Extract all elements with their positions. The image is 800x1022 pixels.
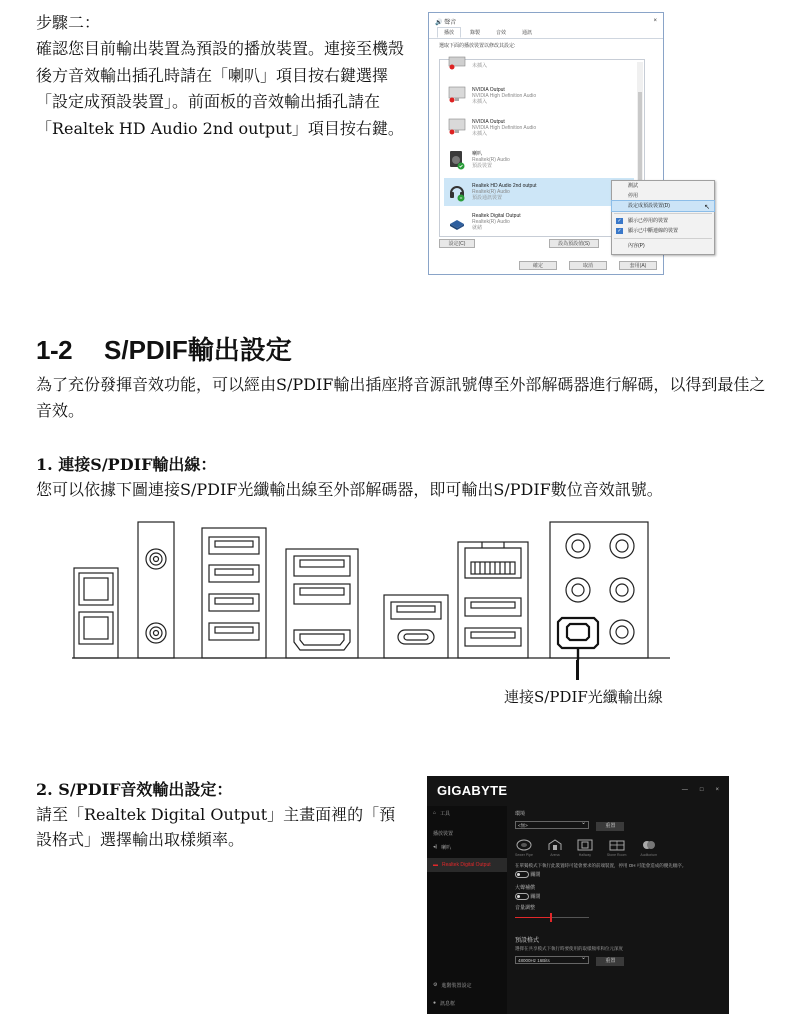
section-number: 1-2 — [36, 335, 73, 365]
section-title: S/PDIF輸出設定 — [104, 335, 292, 365]
spdif-optical-port — [558, 618, 598, 660]
list-item[interactable]: 喇叭 Realtek(R) Audio 預設裝置 — [444, 146, 634, 174]
hallway-icon — [577, 839, 593, 851]
section-heading — [36, 330, 292, 367]
arena-icon — [547, 839, 563, 851]
stone-room-icon — [609, 839, 625, 851]
subsection-description: 請至「Realtek Digital Output」主畫面裡的「預設格式」選擇輸出取樣頻率。 — [36, 805, 396, 849]
speaker-icon: ◂) — [433, 844, 438, 850]
nav-section-label: 播放裝置 — [433, 830, 454, 837]
exclusive-mode-toggle[interactable] — [515, 871, 529, 878]
volume-label: 音量調整 — [515, 905, 536, 912]
close-icon[interactable]: × — [653, 18, 657, 24]
list-item-selected[interactable]: Realtek HD Audio 2nd output Realtek(R) Audio 預設通訊裝置 — [444, 178, 634, 206]
cancel-button[interactable]: 取消 — [569, 261, 607, 270]
menu-item-show-disconnected[interactable]: ✓ 顯示已中斷連線的裝置 — [617, 228, 679, 234]
sewer-pipe-icon — [516, 839, 532, 851]
menu-item-disable[interactable]: 停用 — [628, 193, 639, 199]
app-titlebar — [427, 776, 729, 804]
info-icon: ● — [433, 1000, 437, 1006]
tab-recording[interactable]: 錄製 — [470, 30, 481, 36]
monitor-icon — [448, 118, 466, 138]
antenna-connectors — [138, 522, 174, 658]
dialog-hint: 選取下面的播放裝置以修改其設定: — [439, 43, 516, 49]
speaker-device-icon — [448, 150, 466, 170]
nav-item-advanced[interactable]: ⚙ 進階裝置設定 — [433, 982, 472, 989]
environment-presets — [515, 839, 721, 857]
list-item[interactable]: NVIDIA Output NVIDIA High Definition Audio 未插入 — [444, 114, 634, 142]
loudness-toggle[interactable] — [515, 893, 529, 900]
preset-stone-room[interactable]: Stone Room — [607, 839, 626, 857]
menu-divider — [614, 213, 712, 214]
digital-output-icon — [448, 212, 466, 232]
monitor-icon — [448, 56, 466, 76]
speaker-icon: 🔊 — [435, 19, 443, 26]
lan-usb-stack — [458, 542, 528, 658]
nav-item-speaker[interactable]: ◂) 喇叭 — [433, 844, 452, 851]
loudness-label: 大聲補償 — [515, 885, 536, 892]
usb-typec-stack — [384, 595, 448, 658]
context-menu — [611, 180, 715, 255]
apply-button[interactable]: 套用(A) — [619, 261, 657, 270]
app-sidebar — [427, 806, 507, 1014]
volume-slider[interactable] — [515, 913, 589, 921]
menu-item-show-disabled[interactable]: ✓ 顯示已停用的裝置 — [617, 218, 669, 224]
subsection-heading: 1. 連接S/PDIF輸出線： — [36, 455, 217, 474]
format-reset-button[interactable]: 重置 — [596, 957, 624, 966]
preset-sewer-pipe[interactable]: Sewer Pipe — [515, 839, 533, 857]
dialog-tabs — [429, 29, 663, 39]
tab-communications[interactable]: 通訊 — [522, 30, 533, 36]
gear-icon: ⚙ — [433, 982, 438, 988]
slider-fill — [515, 917, 551, 918]
list-item[interactable]: Realtek Digital Output Realtek(R) Audio 就緒 — [444, 208, 634, 236]
preset-auditorium[interactable]: Auditorium — [640, 839, 657, 857]
subsection-description: 您可以依據下圖連接S/PDIF光纖輸出線至外部解碼器，即可輸出S/PDIF數位音效訊號。 — [36, 480, 663, 499]
window-controls — [682, 787, 719, 793]
menu-item-set-default[interactable]: 設定成預設裝置(D) ↖ — [612, 201, 714, 211]
default-format-label: 預設格式 — [515, 938, 540, 945]
gigabyte-logo: GIGABYTE — [437, 782, 508, 798]
rear-io-panel-diagram — [72, 520, 670, 660]
menu-divider — [614, 238, 712, 239]
theater-masks-icon — [641, 839, 657, 851]
mouse-cursor-icon: ↖ — [704, 204, 710, 211]
exclusive-mode-text: 在單獨模式下執行此裝置時可能會要求的前端裝置，停用 OH 可能會造成的優先順序。 — [515, 863, 687, 868]
close-icon[interactable]: × — [715, 787, 719, 793]
usb-port-stack — [74, 568, 118, 658]
step-description: 確認您目前輸出裝置為預設的播放裝置。連接至機殼後方音效輸出插孔時請在「喇叭」項目按右鍵選擇「設定成預設裝置」。前面板的音效輸出插孔請在「Realtek HD Audio 2nd output」項目按右鍵。 — [36, 39, 405, 138]
nav-item-tools[interactable]: ⌂ 工具 — [433, 810, 451, 817]
digital-output-icon: ▬ — [433, 862, 438, 868]
environment-label: 環境 — [515, 811, 526, 817]
sample-rate-select[interactable]: 48000Hz 16Bits ⌄ — [515, 956, 589, 964]
headphones-icon — [448, 182, 466, 202]
app-main-panel: 環境 <無> ⌄ 重置 Sewer Pipe Arena Hallway Stone Room Auditorium 在單獨模式下執行此裝置時可能會要求的前端裝置，停用 OH 可能會造成的優先順序。 關閉 大聲補償 關閉 音量調整 預設格式 選擇在共享模式下執行時要使用的取樣頻率和位元深度 48000Hz 16Bits ⌄ 重置 — [515, 806, 721, 1014]
environment-select[interactable]: <無> ⌄ — [515, 821, 589, 829]
list-item[interactable]: NVIDIA Output NVIDIA High Definition Audio 未插入 — [444, 82, 634, 110]
slider-handle[interactable] — [550, 913, 552, 922]
nav-item-info[interactable]: ● 訊息框 — [433, 1000, 456, 1007]
tab-playback[interactable]: 播放 — [437, 27, 461, 38]
preset-arena[interactable]: Arena — [547, 839, 563, 857]
menu-item-properties[interactable]: 內容(P) — [628, 243, 645, 249]
configure-button[interactable]: 設定(C) — [439, 239, 475, 248]
menu-item-test[interactable]: 測試 — [628, 183, 639, 189]
step-heading: 步驟二： — [36, 13, 101, 32]
tab-sounds[interactable]: 音效 — [496, 30, 507, 36]
home-icon: ⌂ — [433, 810, 437, 816]
checkmark-icon: ✓ — [617, 228, 622, 234]
monitor-icon — [448, 86, 466, 106]
nav-item-digital-output[interactable]: ▬ Realtek Digital Output — [427, 858, 507, 872]
caption-pointer-line — [576, 660, 579, 680]
preset-hallway[interactable]: Hallway — [577, 839, 593, 857]
list-item-partial[interactable]: 未插入 — [444, 52, 634, 80]
set-default-button[interactable]: 設為預設值(S) — [549, 239, 599, 248]
dialog-title: 🔊 聲音 — [435, 19, 457, 26]
minimize-icon[interactable]: — — [681, 787, 688, 793]
usb-port-stack — [202, 528, 266, 658]
section-intro: 為了充份發揮音效功能，可以經由S/PDIF輸出插座將音源訊號傳至外部解碼器進行解碼，以得到最佳之音效。 — [36, 375, 766, 420]
gigabyte-audio-app-screenshot — [427, 776, 729, 1014]
subsection-heading: 2. S/PDIF音效輸出設定： — [36, 780, 233, 799]
diagram-caption: 連接S/PDIF光纖輸出線 — [504, 688, 663, 706]
default-format-hint: 選擇在共享模式下執行時要使用的取樣頻率和位元深度 — [515, 946, 623, 952]
usb-hdmi-stack — [286, 549, 358, 658]
ok-button[interactable]: 確定 — [519, 261, 557, 270]
environment-reset-button[interactable]: 重置 — [596, 822, 624, 831]
maximize-icon[interactable]: □ — [699, 787, 704, 793]
checkmark-icon: ✓ — [617, 218, 622, 224]
